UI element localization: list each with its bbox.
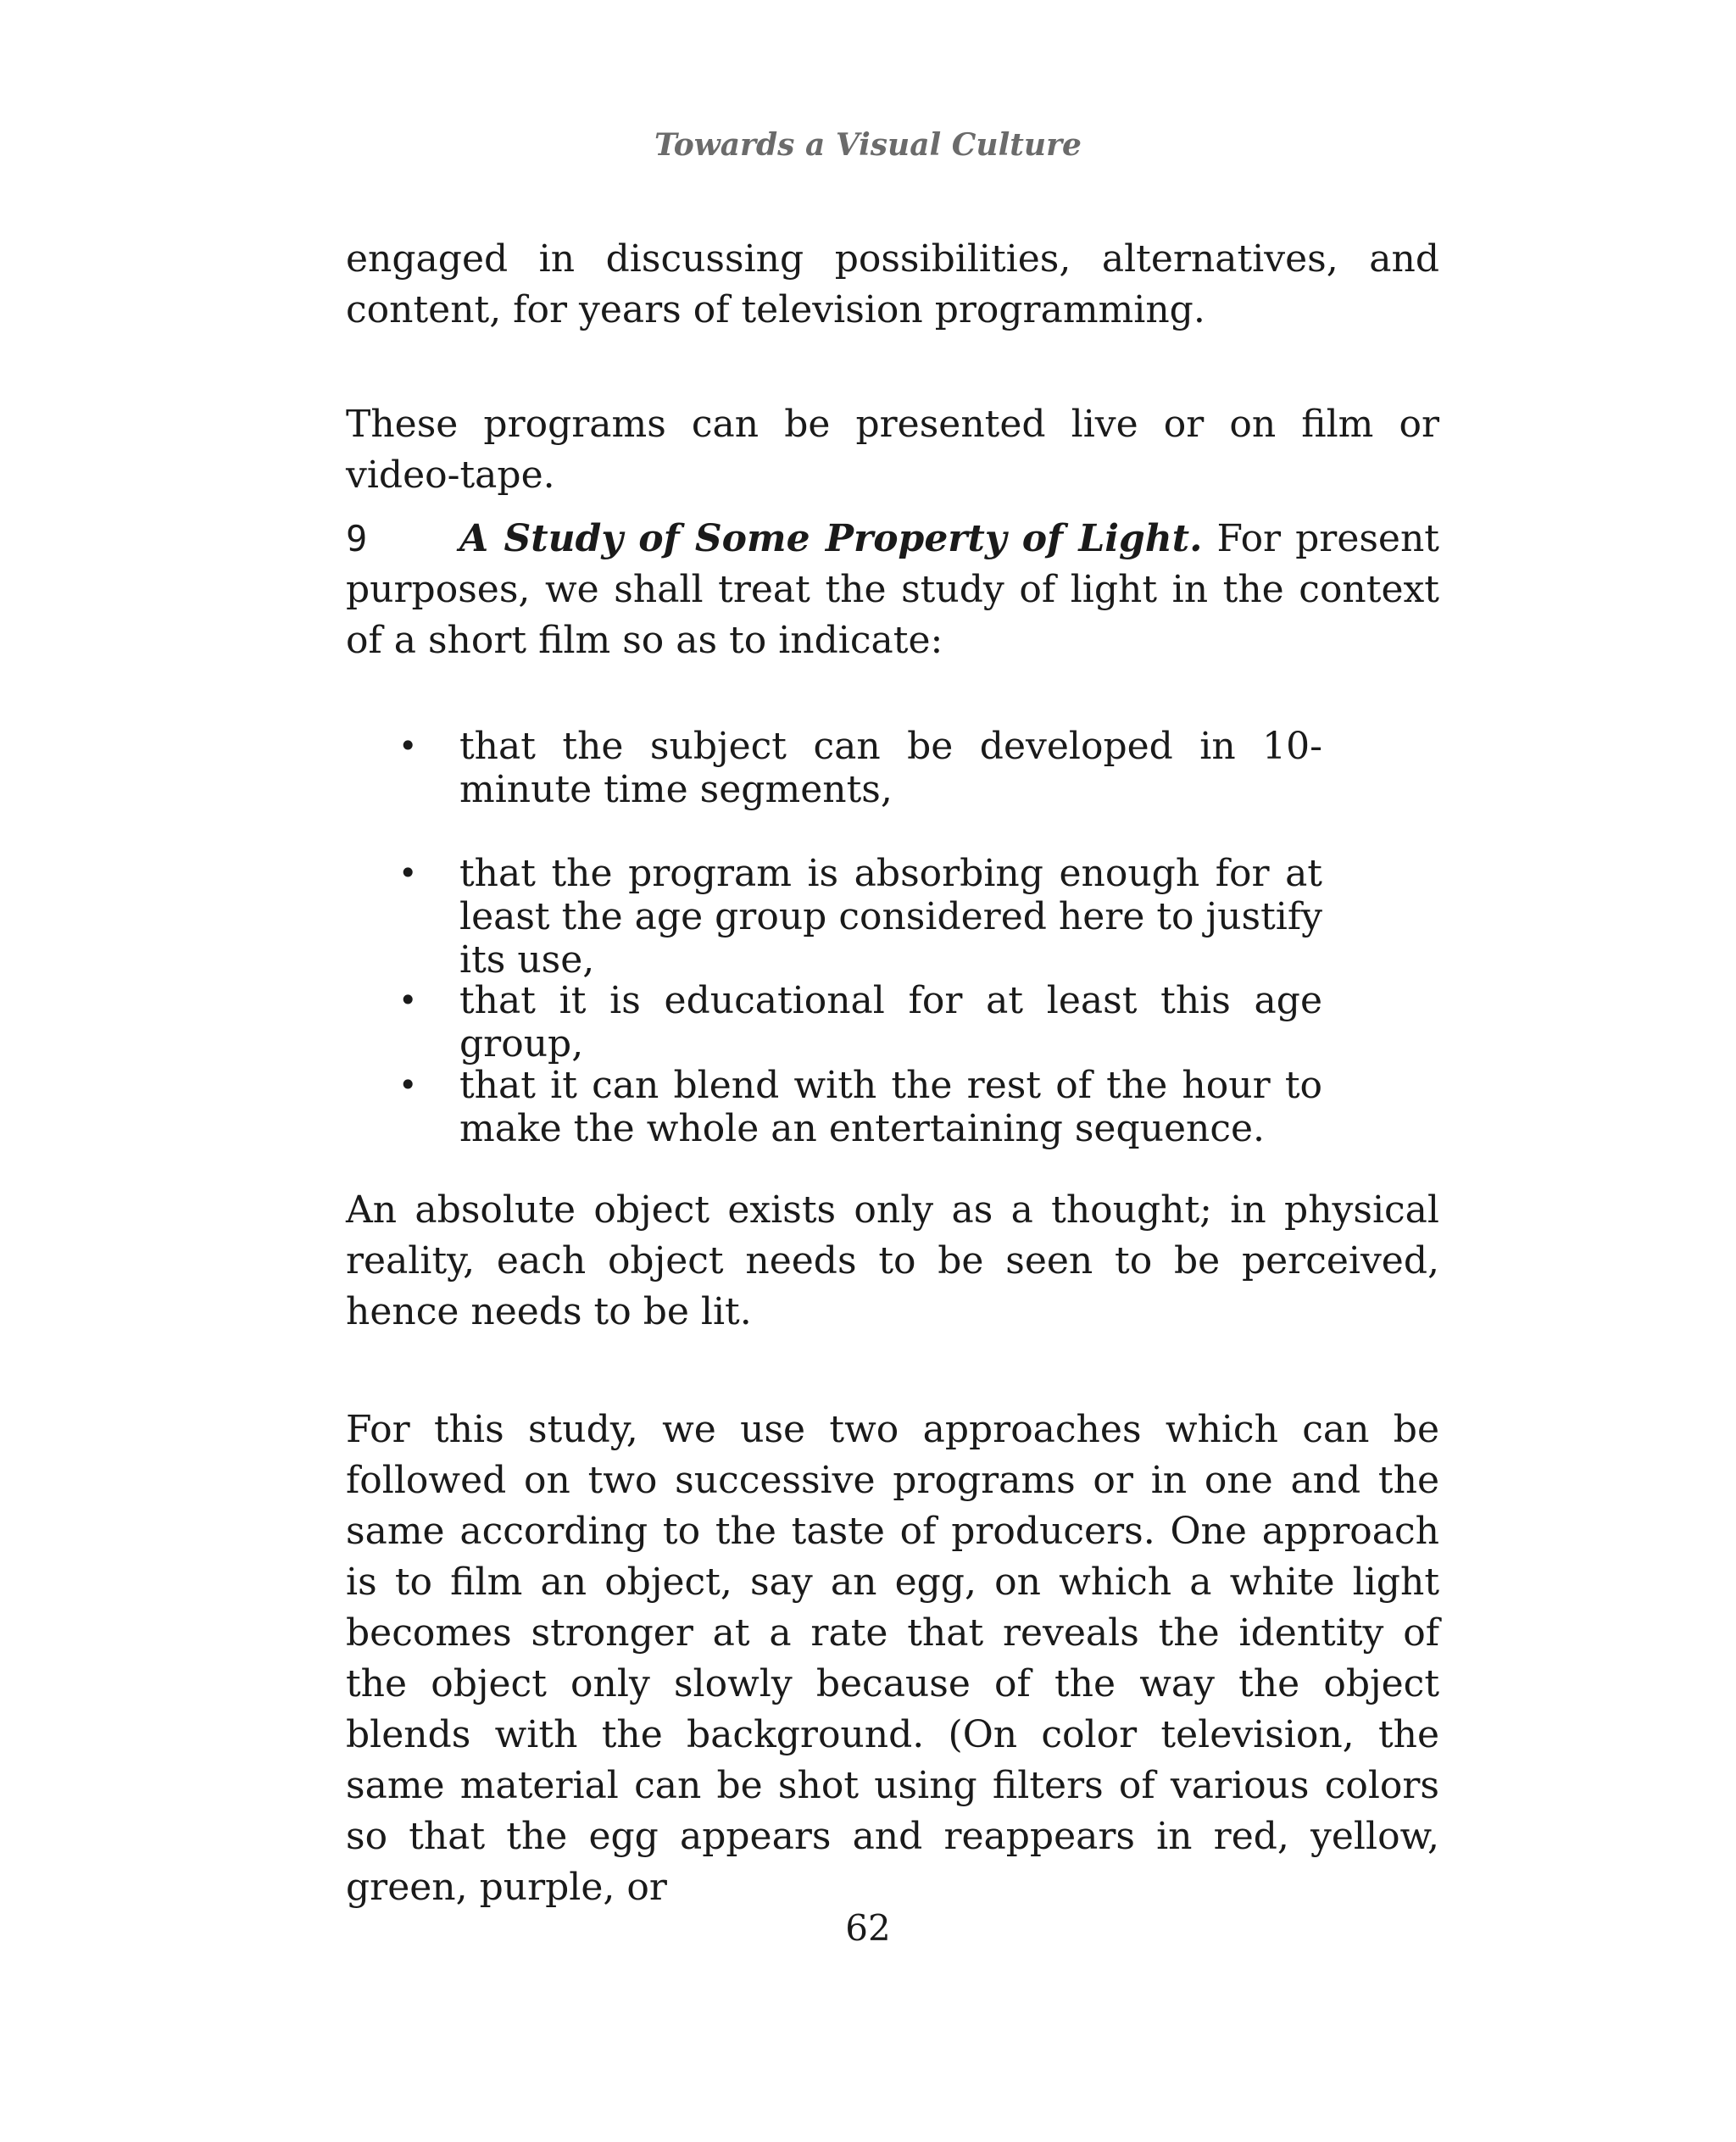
bullet-icon: • — [398, 727, 418, 765]
list-item-text: that it can blend with the rest of the hour to make the whole an entertaining sequence. — [459, 1064, 1322, 1150]
section-number: 9 — [346, 518, 368, 559]
paragraph-approaches: For this study, we use two approaches which can be followed on two successive programs or in one and the same according to the taste of producers. One approach is to film an object, say an egg, on which a white light becomes stronger at a rate that reveals the identity of the object only slowly because of the way the object blends with the background. (On color television, the same material can be shot using filters of various colors so that the egg appears and reappears in red, yellow, green, purple, or — [346, 1408, 1439, 1909]
bullet-icon: • — [398, 982, 418, 1019]
section-intro-text: For present purposes, we shall treat the study of light in the context of a short film so as to indicate: — [346, 517, 1439, 662]
bullet-icon: • — [398, 854, 418, 892]
list-item-text: that the program is absorbing enough for at least the age group considered here to justify its use, — [459, 852, 1322, 982]
paragraph-continuation: engaged in discussing possibilities, alternatives, and content, for years of television programming. — [346, 237, 1439, 331]
paragraph-absolute-object: An absolute object exists only as a thought; in physical reality, each object needs to be seen to be perceived, hence needs to be lit. — [346, 1188, 1439, 1333]
numbered-section-9 — [346, 514, 1439, 666]
list-item-text: that the subject can be developed in 10-minute time segments, — [459, 725, 1322, 811]
page-number: 62 — [845, 1907, 891, 1949]
section-heading: A Study of Some Property of Light. — [459, 517, 1203, 560]
running-head: Towards a Visual Culture — [654, 127, 1082, 163]
bullet-icon: • — [398, 1066, 418, 1104]
list-item-text: that it is educational for at least this age group, — [459, 979, 1322, 1065]
paragraph-programs: These programs can be presented live or on film or video-tape. — [346, 403, 1439, 497]
